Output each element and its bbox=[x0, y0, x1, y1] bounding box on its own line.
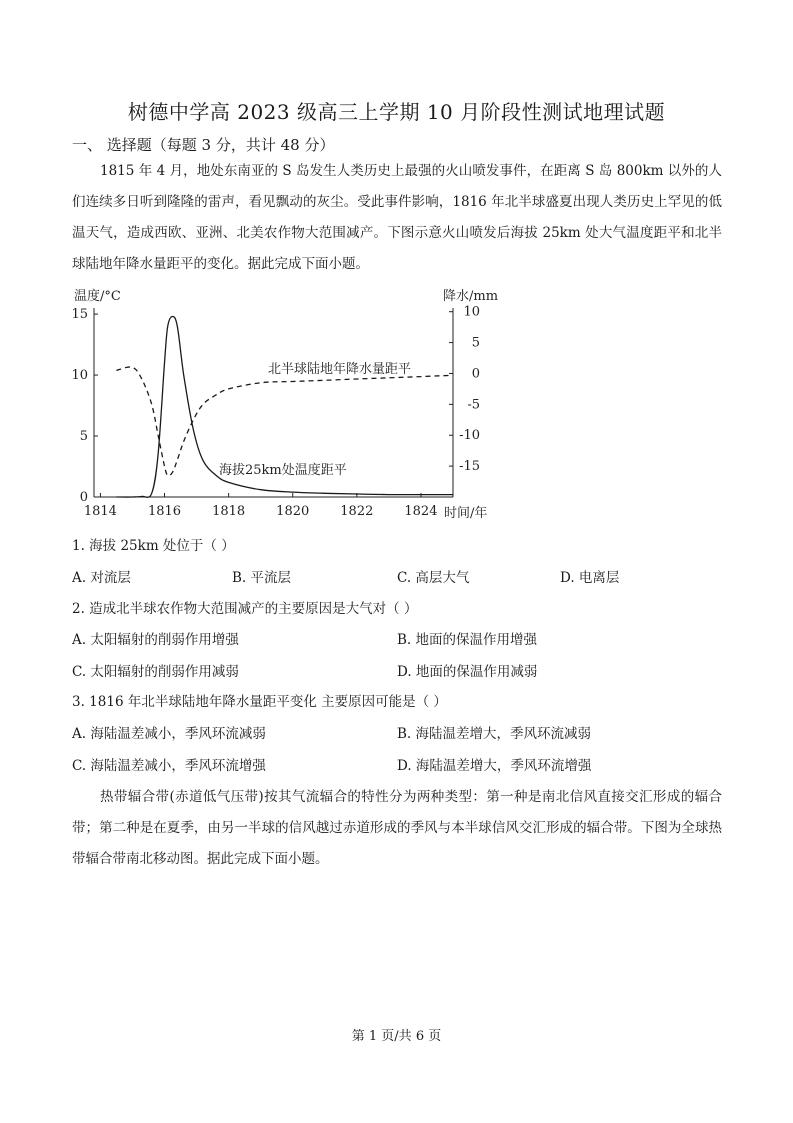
left-tick-label: 5 bbox=[79, 429, 88, 445]
right-tick-label: -10 bbox=[459, 428, 480, 444]
q1-option-d[interactable]: D. 电离层 bbox=[560, 570, 620, 586]
series-label-precip: 北半球陆地年降水量距平 bbox=[268, 362, 412, 377]
left-tick-label: 0 bbox=[79, 490, 88, 505]
left-tick-label: 10 bbox=[71, 368, 88, 384]
q2-option-d[interactable]: D. 地面的保温作用减弱 bbox=[397, 664, 538, 680]
left-tick-label: 15 bbox=[71, 307, 88, 323]
chart-ticks bbox=[71, 305, 480, 519]
q1-option-c[interactable]: C. 高层大气 bbox=[397, 570, 470, 586]
precip-anomaly-line bbox=[116, 367, 453, 476]
page-title: 树德中学高 2023 级高三上学期 10 月阶段性测试地理试题 bbox=[127, 100, 666, 124]
dual-axis-chart bbox=[60, 280, 510, 525]
q2-option-b[interactable]: B. 地面的保温作用增强 bbox=[397, 632, 538, 648]
q2-option-a[interactable]: A. 太阳辐射的削弱作用增强 bbox=[72, 632, 239, 648]
q3-option-b[interactable]: B. 海陆温差增大，季风环流减弱 bbox=[397, 726, 592, 742]
right-tick-label: 5 bbox=[471, 335, 480, 351]
right-tick-label: 10 bbox=[463, 304, 480, 320]
passage-2-text: 热带辐合带(赤道低气压带)按其气流辐合的特性分为两种类型：第一种是南北信风直接交汇形成的辐合带；第二种是在夏季，由另一半球的信风越过赤道形成的季风与本半球信风交汇形成的辐合带。下图为全球热带辐合带南北移动图。据此完成下面小题。 bbox=[72, 789, 722, 867]
passage-1-text: 1815 年 4 月，地处东南亚的 S 岛发生人类历史上最强的火山喷发事件，在距离 S 岛 800km 以外的人们连续多日听到隆隆的雷声，看见飘动的灰尘。受此事件影响，1816 年北半球盛夏出现人类历史上罕见的低温天气，造成西欧、亚洲、北美农作物大范围减产。下图示意火山喷发后海拔 25km 处大气温度距平和北半球陆地年降水量距平的变化。据此完成下面小题。 bbox=[72, 163, 722, 272]
passage-1 bbox=[72, 156, 722, 280]
passage-2 bbox=[72, 782, 722, 875]
q3-option-c[interactable]: C. 海陆温差减小，季风环流增强 bbox=[72, 758, 266, 774]
right-tick-label: 0 bbox=[471, 366, 480, 382]
left-axis-label: 温度/°C bbox=[74, 289, 121, 304]
section-heading: 一、 选择题（每题 3 分，共计 48 分） bbox=[72, 136, 335, 154]
x-tick-label: 1814 bbox=[83, 504, 117, 519]
right-tick-label: -5 bbox=[467, 397, 480, 413]
series-label-temp: 海拔25km处温度距平 bbox=[219, 463, 347, 478]
x-tick-label: 1820 bbox=[276, 504, 310, 519]
x-tick-label: 1818 bbox=[212, 504, 246, 519]
page-footer: 第 1 页/共 6 页 bbox=[351, 1029, 442, 1044]
x-tick-label: 1816 bbox=[147, 504, 182, 519]
question-1-stem: 1. 海拔 25km 处位于（ ） bbox=[72, 538, 235, 554]
q1-option-b[interactable]: B. 平流层 bbox=[232, 570, 292, 586]
x-tick-label: 1824 bbox=[404, 504, 438, 519]
q3-option-a[interactable]: A. 海陆温差减小，季风环流减弱 bbox=[72, 726, 266, 742]
question-3-stem: 3. 1816 年北半球陆地年降水量距平变化 主要原因可能是（ ） bbox=[72, 694, 447, 710]
question-2-stem: 2. 造成北半球农作物大范围减产的主要原因是大气对（ ） bbox=[72, 601, 418, 617]
x-axis-label: 时间/年 bbox=[444, 506, 488, 521]
x-tick-label: 1822 bbox=[340, 504, 374, 519]
q2-option-c[interactable]: C. 太阳辐射的削弱作用减弱 bbox=[72, 664, 239, 680]
right-axis-label: 降水/mm bbox=[443, 289, 499, 304]
right-tick-label: -15 bbox=[459, 459, 480, 475]
q1-option-a[interactable]: A. 对流层 bbox=[72, 570, 131, 586]
q3-option-d[interactable]: D. 海陆温差增大，季风环流增强 bbox=[397, 758, 592, 774]
